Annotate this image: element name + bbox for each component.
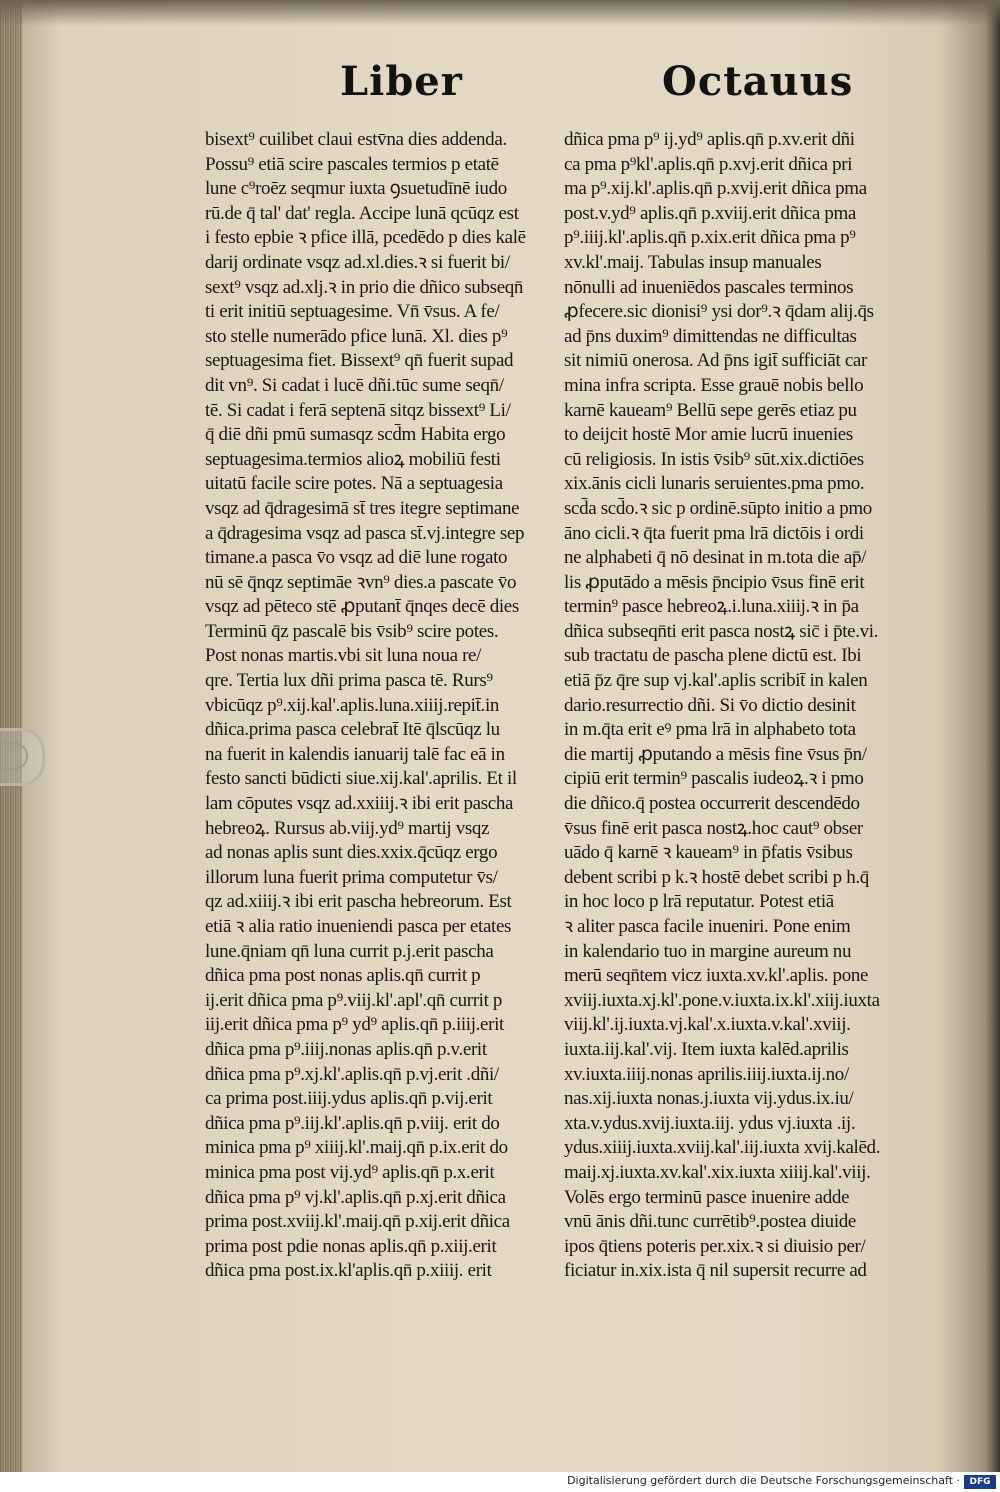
text-line: xv.iuxta.iiij.nonas aprilis.iiij.iuxta.ij.no/ <box>564 1063 849 1085</box>
text-line: ti erit initiū septuagesime. Vn̄ v̄sus. A fe/ <box>205 301 500 323</box>
text-line: sext⁹ vsqz ad.xlj.ꝛ in prio die dñico subseqn̄ <box>205 276 524 298</box>
text-line: qre. Tertia lux dñi prima pasca tē. Rurs⁹ <box>205 670 493 692</box>
text-line: vsqz ad q̄dragesimā st̄ tres itegre septimane <box>205 497 520 519</box>
text-line: dñica subseqn̄ti erit pasca nostꝝ sic̄ i p̄te.vi. <box>564 620 879 642</box>
text-line: illorum luna fuerit prima computetur v̄s/ <box>205 866 498 888</box>
text-line: dñica pma p⁹.xj.kl'.aplis.qn̄ p.vj.erit .dñi/ <box>205 1063 499 1085</box>
text-line: prima post.xviij.kl'.maij.qn̄ p.xij.erit dñica <box>205 1211 510 1233</box>
text-line: dñica pma p⁹ vj.kl'.aplis.qn̄ p.xj.erit dñica <box>205 1186 506 1208</box>
text-line: qz ad.xiiij.ꝛ ibi erit pascha hebreorum. Est <box>205 891 512 913</box>
text-line: merū seqn̄tem vicz iuxta.xv.kl'.aplis. pone <box>564 965 869 987</box>
text-line: dit vn⁹. Si cadat i lucē dñi.tūc sume seqn̄/ <box>205 374 504 396</box>
text-line: ij.erit dñica pma p⁹.viij.kl'.apl'.qn̄ currit p <box>205 989 503 1011</box>
text-line: karnē kaueam⁹ Bellū sepe gerēs etiaz pu <box>564 399 857 421</box>
text-line: xta.v.ydus.xvij.iuxta.iij. ydus vj.iuxta .ij. <box>564 1112 856 1134</box>
text-line: nū sē q̄nqz septimāe ꝛvn⁹ dies.a pascate v̄o <box>205 571 517 593</box>
text-line: dñica pma p⁹.iij.kl'.aplis.qn̄ p.viij. erit do <box>205 1112 500 1134</box>
text-line: uādo q̄ karnē ꝛ kaueam⁹ in p̄fatis v̄sibus <box>564 842 853 864</box>
text-line: ad nonas aplis sunt dies.xxix.q̄cūqz ergo <box>205 842 498 864</box>
text-line: v̄sus finē erit pasca nostꝝ.hoc caut⁹ obser <box>564 817 863 839</box>
text-line: āno cicli.ꝛ q̄ta fuerit pma lrā dictōis i ordi <box>564 522 864 544</box>
text-line: dñica pma post.ix.kl'aplis.qn̄ p.xiiij. erit <box>205 1260 492 1282</box>
text-line: dario.resurrectio dñi. Si v̄o dictio desinit <box>564 694 856 716</box>
text-line: mina infra scripta. Esse grauē nobis bello <box>564 374 864 396</box>
text-line: prima post pdie nonas aplis.qn̄ p.xiij.erit <box>205 1235 497 1257</box>
text-line: nas.xij.iuxta nonas.j.iuxta vij.ydus.ix.iu/ <box>564 1088 854 1110</box>
text-line: p⁹.iiij.kl'.aplis.qn̄ p.xix.erit dñica pma p⁹ <box>564 227 856 249</box>
text-line: ꝛ aliter pasca facile inueniri. Pone enim <box>564 916 851 937</box>
text-line: viij.kl'.ij.iuxta.vj.kal'.x.iuxta.v.kal'.xviij. <box>564 1014 851 1036</box>
text-line: timane.a pasca v̄o vsqz ad diē lune rogato <box>205 547 508 569</box>
text-line: septuagesima fiet. Bissext⁹ qn̄ fuerit supad <box>205 350 514 372</box>
text-line: dñica pma p⁹ ij.yd⁹ aplis.qn̄ p.xv.erit dñi <box>564 129 855 150</box>
text-line: post.v.yd⁹ aplis.qn̄ p.xviij.erit dñica pma <box>564 202 857 224</box>
text-line: cipiū erit termin⁹ pascalis iudeoꝝ.ꝛ i pmo <box>564 768 864 790</box>
paper-clip-inner <box>0 742 28 770</box>
text-line: vsqz ad pēteco stē ꝓputant̄ q̄nqes decē dies <box>205 596 519 618</box>
text-line: rū.de q̄ tal' dat' regla. Accipe lunā qcūqz est <box>205 202 519 224</box>
text-line: lam cōputes vsqz ad.xxiiij.ꝛ ibi erit pascha <box>205 793 514 815</box>
text-line: in m.q̄ta erit eꝰ pma lrā in alphabeto tota <box>564 719 856 741</box>
text-line: vbicūqz p⁹.xij.kal'.aplis.luna.xiiij.repit̄.in <box>205 694 500 716</box>
text-line: ficiatur in.xix.ista q̄ nil supersit recurre ad <box>564 1260 867 1282</box>
text-line: xviij.iuxta.xj.kl'.pone.v.iuxta.ix.kl'.xiij.iuxta <box>564 989 880 1011</box>
text-line: dñica pma p⁹.iiij.nonas aplis.qn̄ p.v.erit <box>205 1038 487 1060</box>
text-line: maij.xj.iuxta.xv.kal'.xix.iuxta xiiij.kal'.viij. <box>564 1161 871 1183</box>
text-line: xv.kl'.maij. Tabulas insup manuales <box>564 251 822 273</box>
text-line: dñica pma post nonas aplis.qn̄ currit p <box>205 965 481 987</box>
text-line: Post nonas martis.vbi sit luna noua re/ <box>205 645 482 667</box>
text-line: Volēs ergo terminū pasce inuenire adde <box>564 1186 850 1208</box>
text-line: hebreoꝝ. Rursus ab.viij.yd⁹ martij vsqz <box>205 817 490 839</box>
header-right: Octauus <box>662 58 854 105</box>
footer-bar <box>0 1472 1000 1492</box>
text-line: lis ꝓputādo a mēsis p̄ncipio v̄sus finē erit <box>564 571 865 593</box>
text-line: na fuerit in kalendis ianuarij talē fac eā in <box>205 743 505 765</box>
text-line: die dñico.q̄ postea occurrerit descendēdo <box>564 793 860 815</box>
text-line: a q̄dragesima vsqz ad pasca st̄.vj.integre sep <box>205 522 525 544</box>
running-header <box>0 58 1000 108</box>
text-line: uitatū facile scire potes. Nā a septuagesia <box>205 473 503 495</box>
text-line: minica pma p⁹ xiiij.kl'.maij.qn̄ p.ix.erit do <box>205 1137 508 1159</box>
text-line: minica pma post vij.yd⁹ aplis.qn̄ p.x.erit <box>205 1161 495 1183</box>
text-line: nōnulli ad inueniēdos pascales terminos <box>564 276 854 298</box>
dfg-logo: DFG <box>964 1475 996 1489</box>
text-line: q̄ diē dñi pmū sumasqz scd̄m Habita ergo <box>205 424 506 446</box>
text-line: sto stelle numerādo pfice lunā. Xl. dies p⁹ <box>205 325 508 347</box>
text-line: ma p⁹.xij.kl'.aplis.qn̄ p.xvij.erit dñica pma <box>564 178 867 200</box>
text-line: ipos q̄tiens poteris per.xix.ꝛ si diuisio per/ <box>564 1235 866 1257</box>
text-line: to deijcit hostē Mor amie lucrū inuenies <box>564 424 853 446</box>
text-line: die martij ꝓputando a mēsis fine v̄sus p̄n/ <box>564 743 867 765</box>
text-line: ne alphabeti q̄ nō desinat in m.tota die ap̄/ <box>564 547 867 569</box>
text-line: ca prima post.iiij.ydus aplis.qn̄ p.vij.erit <box>205 1088 493 1110</box>
text-line: termin⁹ pasce hebreoꝝ.i.luna.xiiij.ꝛ in p̄a <box>564 596 859 618</box>
text-line: etiā ꝛ alia ratio inueniendi pasca per etates <box>205 916 512 937</box>
text-line: tē. Si cadat i ferā septenā sitqz bissext⁹ Li/ <box>205 399 511 421</box>
text-line: iij.erit dñica pma p⁹ yd⁹ aplis.qn̄ p.iiij.erit <box>205 1014 504 1036</box>
footer-credit: Digitalisierung gefördert durch die Deutsche Forschungsgemeinschaft · <box>567 1474 960 1487</box>
text-line: i festo epbie ꝛ pfice illā, pcedēdo p dies kalē <box>205 227 526 249</box>
text-line: ꝓfecere.sic dionisi⁹ ysi dor⁹.ꝛ q̄dam alij.q̄s <box>564 301 874 323</box>
text-line: sit nimiū onerosa. Ad p̄ns igit̄ sufficiāt car <box>564 350 867 372</box>
left-text-column <box>205 128 550 1284</box>
text-line: Terminū q̄z pascalē bis v̄sib⁹ scire potes. <box>205 620 499 642</box>
text-line: darij ordinate vsqz ad.xl.dies.ꝛ si fuerit bi/ <box>205 251 510 273</box>
right-text-column <box>564 128 909 1284</box>
text-line: cū religiosis. In istis v̄sib⁹ sūt.xix.dictiōes <box>564 448 864 470</box>
text-line: xix.ānis cicli lunaris seruientes.pma pmo. <box>564 473 865 495</box>
text-line: iuxta.iij.kal'.vij. Item iuxta kalēd.aprilis <box>564 1038 849 1060</box>
text-line: lune c⁹roēz seqmur iuxta ꝯsuetudīnē iudo <box>205 178 507 200</box>
text-line: vnū ānis dñi.tunc currētib⁹.postea diuide <box>564 1211 856 1233</box>
text-line: in kalendario tuo in margine aureum nu <box>564 940 852 962</box>
text-line: ca pma p⁹kl'.aplis.qn̄ p.xvj.erit dñica pri <box>564 153 853 175</box>
text-line: sub tractatu de pascha plene dictū est. Ibi <box>564 645 862 667</box>
text-line: scd̄a scd̄o.ꝛ sic p ordinē.sūpto initio a pmo <box>564 497 872 519</box>
text-line: debent scribi p k.ꝛ hostē debet scribi p h.q̄ <box>564 866 869 888</box>
text-line: septuagesima.termios alioꝝ mobiliū festi <box>205 448 501 470</box>
text-line: ad p̄ns duxim⁹ dimittendas ne difficultas <box>564 325 857 347</box>
header-left: Liber <box>340 58 463 105</box>
text-line: dñica.prima pasca celebrat̄ Itē q̄lscūqz lu <box>205 719 500 741</box>
text-line: bisext⁹ cuilibet claui estv̄na dies addenda. <box>205 129 507 150</box>
text-line: lune.q̄niam qn̄ luna currit p.j.erit pascha <box>205 940 494 962</box>
text-line: in hoc loco p lrā reputatur. Potest etiā <box>564 891 834 913</box>
text-line: festo sancti būdicti siue.xij.kal'.aprilis. Et il <box>205 768 517 790</box>
text-line: ydus.xiiij.iuxta.xviij.kal'.iij.iuxta xvij.kalēd. <box>564 1137 881 1159</box>
text-line: Possu⁹ etiā scire pascales termios p etatē <box>205 153 499 175</box>
text-line: etiā p̄z q̄re sup vj.kal'.aplis scribit̄ in kalen <box>564 670 868 692</box>
top-shadow <box>0 0 1000 26</box>
